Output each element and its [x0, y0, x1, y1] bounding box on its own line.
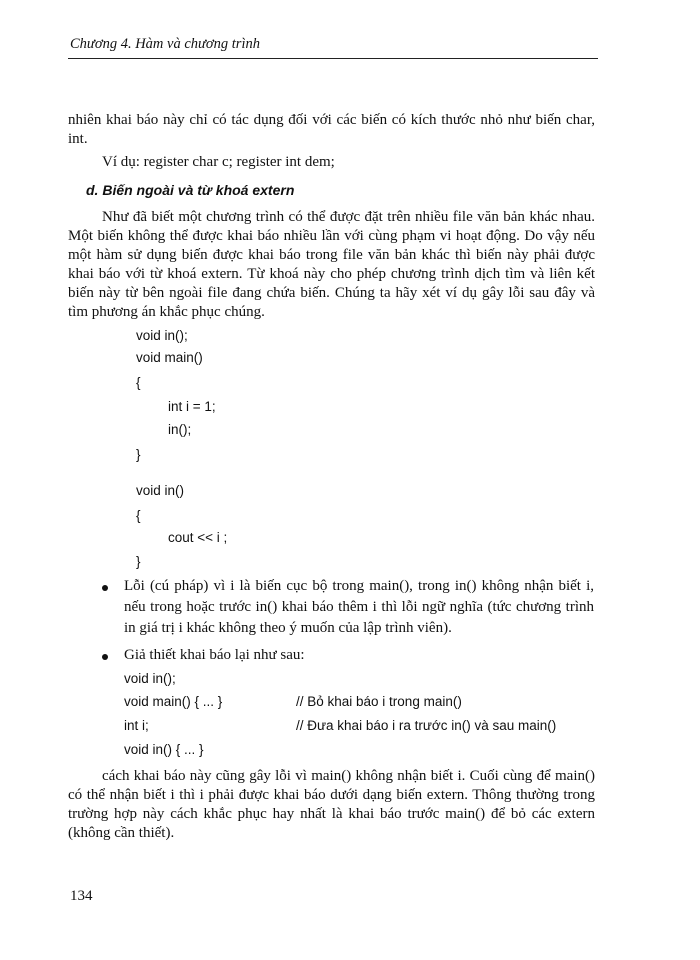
code-line: } — [136, 447, 141, 462]
bullet-icon — [102, 585, 108, 591]
code-line: } — [136, 554, 141, 569]
code-line: void main() { ... } — [124, 694, 223, 709]
code-line: int i = 1; — [168, 399, 216, 414]
closing-paragraph: cách khai báo này cũng gây lỗi vì main() không nhận biết i. Cuối cùng để main() có thể nhận biết i thì i phải được khai báo dưới dạng biến extern. Thông thường trong trường hợp này cách khắc phục hay nhất là khai báo trước main() để bỏ các extern (không cần thiết). — [68, 768, 595, 841]
register-example: Ví dụ: register char c; register int dem; — [102, 154, 335, 170]
section-paragraph: Như đã biết một chương trình có thể được đặt trên nhiều file văn bản khác nhau. Một biến không thể được khai báo nhiều lần với cùng phạm vi hoạt động. Do vậy nếu một hàm sử dụng biến được khai báo trong file văn bản khác thì biến này phải được khai báo với từ khoá extern. Từ khoá này cho phép chương trình dịch tìm và liên kết biến này từ bên ngoài file đang chứa biến. Chúng ta hãy xét ví dụ gây lỗi sau đây và tìm phương án khắc phục chúng. — [68, 209, 595, 320]
bullet-item: Giả thiết khai báo lại như sau: — [124, 647, 305, 663]
code-line: void in(); — [136, 328, 188, 343]
code-line: int i; — [124, 718, 149, 733]
bullet-icon — [102, 654, 108, 660]
code-line: void main() — [136, 350, 203, 365]
code-line: in(); — [168, 422, 192, 437]
code-line: { — [136, 508, 141, 523]
intro-paragraph: nhiên khai báo này chỉ có tác dụng đối với các biến có kích thước nhỏ như biến char, int. — [68, 112, 595, 147]
code-line: void in() { ... } — [124, 742, 204, 757]
code-line: cout << i ; — [168, 530, 228, 545]
header-rule — [68, 58, 598, 59]
bullet-item: Lỗi (cú pháp) vì i là biến cục bộ trong main(), trong in() không nhận biết i, nếu trong hoặc trước in() khai báo thêm i thì lỗi ngữ nghĩa (tức chương trình in giá trị i khác không theo ý muốn của lập trình viên). — [124, 578, 594, 636]
section-heading: d. Biến ngoài và từ khoá extern — [86, 182, 295, 198]
code-comment: // Đưa khai báo i ra trước in() và sau main() — [296, 718, 557, 733]
code-line: void in() — [136, 483, 185, 498]
running-header: Chương 4. Hàm và chương trình — [70, 36, 260, 52]
page-number: 134 — [70, 888, 93, 904]
code-line: { — [136, 375, 141, 390]
code-line: void in(); — [124, 671, 176, 686]
code-comment: // Bỏ khai báo i trong main() — [296, 694, 462, 709]
